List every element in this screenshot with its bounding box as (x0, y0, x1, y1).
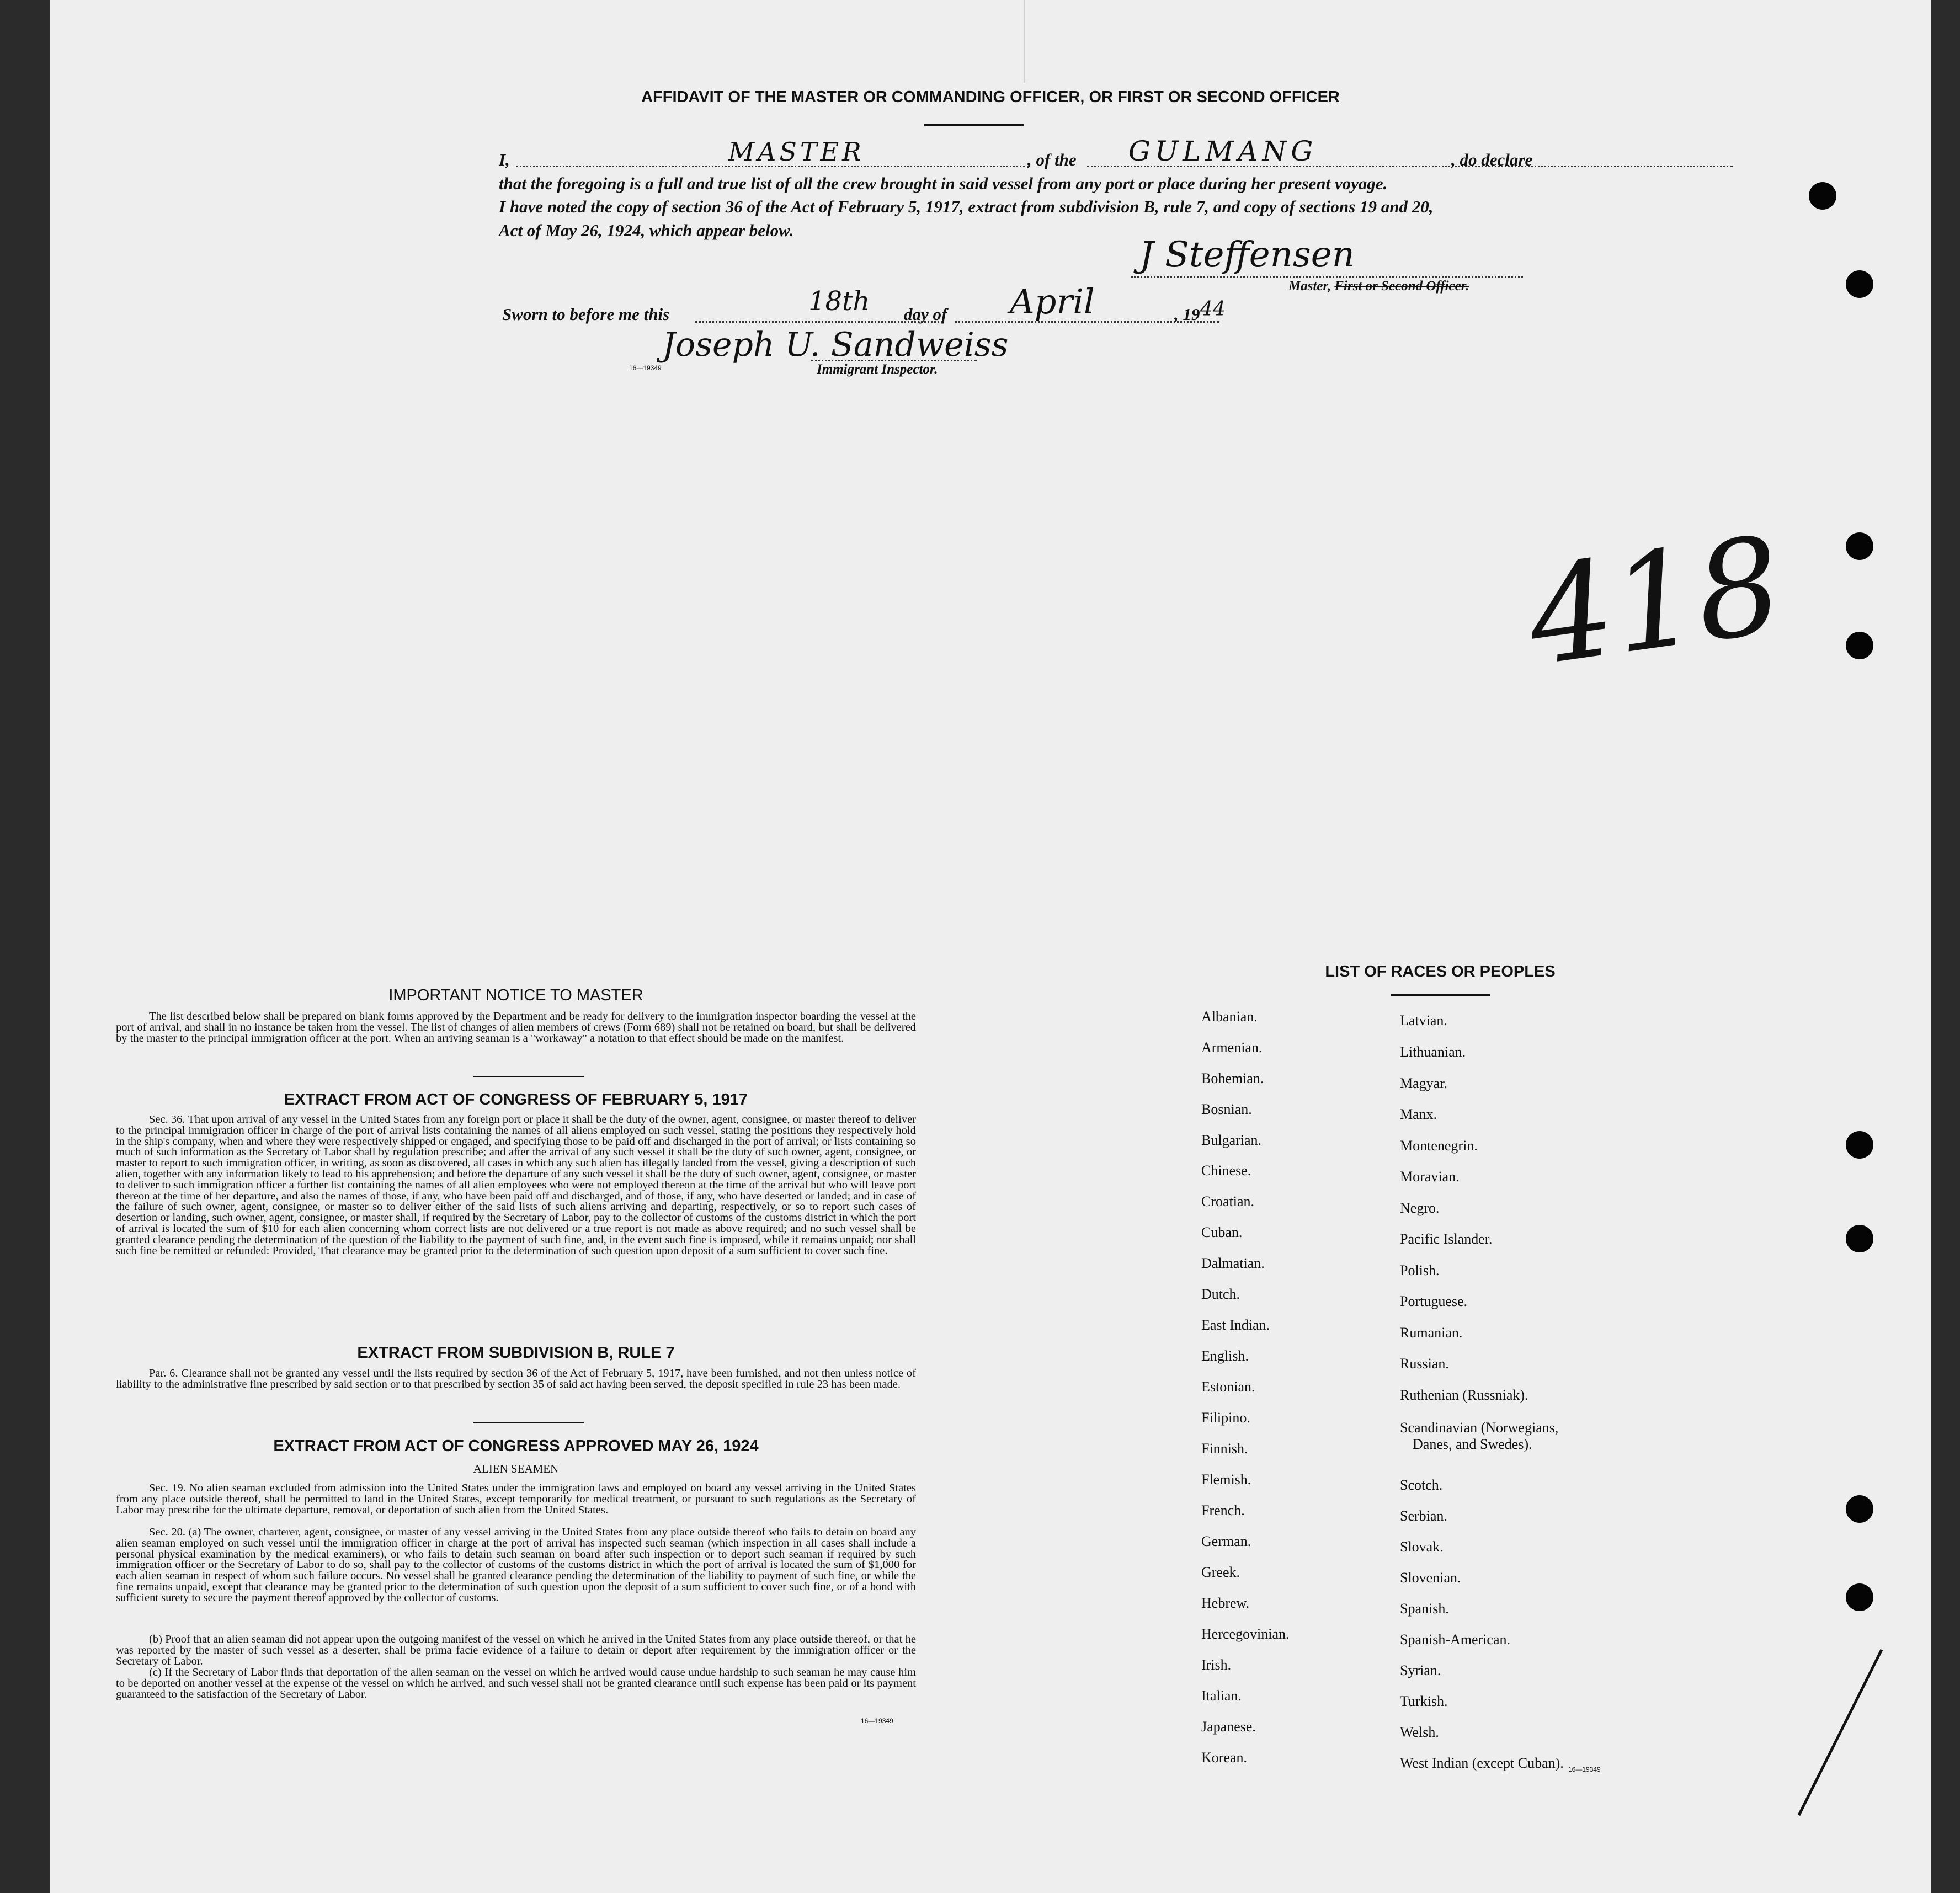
race-item: German. (1201, 1533, 1251, 1549)
races-form-number: 16—19349 (1568, 1766, 1601, 1773)
race-item: Scotch. (1400, 1477, 1443, 1493)
extract1-text: Sec. 36. That upon arrival of any vessel in the United States from any foreign port or place it shall be the duty of the owner, agent, consignee, or master thereof to deliver to the principal immigration officer in charge of the port of arrival lists containing the names of all aliens employed on such vessel, stating the positions they respectively hold in the ship's company, when and where they were respectively shipped or engaged, and specifying those to be paid off and discharged in the port of arrival; or lists containing so much of such information as the Secretary of Labor shall by regulation prescribe; and after the arrival of any such vessel it shall be the duty of such owner, agent, consignee, or master to report to such immigration officer, in writing, as soon as discovered, all cases in which any such alien has illegally landed from the vessel, giving a description of such alien, together with any information likely to lead to his apprehension; and before the departure of any such vessel it shall be the duty of such owner, agent, consignee, or master to deliver to such immigration officer a further list containing the names of all alien employees who were not employed thereon at the time of the arrival but who will leave port thereon at the time of her departure, and also the names of those, if any, who have been paid off and discharged, and of those, if any, who have deserted or landed; and in case of the failure of such owner, agent, consignee, or master so to deliver either of the said lists of such aliens arriving and departing, respectively, or so to report such cases of desertion or landing, such owner, agent, consignee, or master shall, if required by the Secretary of Labor, pay to the collector of customs of the customs district in which the port of arrival is located the sum of $10 for each alien concerning whom correct lists are not delivered or a true report is not made as above required; and no such vessel shall be granted clearance pending the determination of the question of the liability to the payment of such fine, and, in the event such fine is imposed, while it remains unpaid; nor shall such fine be remitted or refunded: Provided, That clearance may be granted prior to the determination of such question upon deposit of a sum sufficient to cover such fine. (116, 1113, 916, 1257)
punch-hole-3 (1846, 532, 1873, 560)
race-item: Portuguese. (1400, 1293, 1468, 1309)
race-item: Rumanian. (1400, 1325, 1463, 1341)
divider-2 (473, 1422, 584, 1423)
race-item: Estonian. (1201, 1379, 1255, 1395)
punch-hole-8 (1846, 1583, 1873, 1611)
race-item: Manx. (1400, 1106, 1437, 1122)
punch-hole-6 (1846, 1225, 1873, 1252)
race-item: Spanish. (1400, 1601, 1449, 1617)
races-title-underline (1391, 994, 1490, 996)
punch-hole-1 (1809, 182, 1836, 210)
race-item: Welsh. (1400, 1724, 1439, 1740)
master-caption-struck: First or Second Officer. (1334, 279, 1469, 294)
affidavit-form-number: 16—19349 (629, 364, 662, 372)
race-item: Chinese. (1201, 1163, 1251, 1179)
race-item: Russian. (1400, 1356, 1449, 1372)
master-caption-master: Master, (1288, 279, 1335, 294)
of-the-label: , of the (1027, 150, 1077, 169)
race-item: Turkish. (1400, 1693, 1448, 1709)
page-fold-line (1024, 0, 1025, 83)
signature-line (1131, 276, 1523, 278)
inspector-line (811, 360, 977, 361)
extract2-text: Par. 6. Clearance shall not be granted any vessel until the lists required by section 36 of the Act of February 5, 1917, have been furnished, and not then unless notice of liability to the administrative fine prescribed by said section or to that prescribed by section 35 of said act having been served, the deposit specified in rule 23 has been made. (116, 1367, 916, 1390)
punch-hole-5 (1846, 1131, 1873, 1159)
extract3-form-number: 16—19349 (861, 1717, 893, 1725)
race-item: Korean. (1201, 1750, 1248, 1766)
race-item: Latvian. (1400, 1012, 1447, 1028)
race-item: Croatian. (1201, 1193, 1255, 1209)
race-item: Negro. (1400, 1200, 1440, 1216)
race-item: Slovenian. (1400, 1570, 1461, 1586)
affidavit-line-3: I have noted the copy of section 36 of the Act of February 5, 1917, extract from subdivision B, rule 7, and copy of sections 19 and 20, (499, 197, 1434, 216)
races-title: LIST OF RACES OR PEOPLES (1325, 963, 1556, 980)
race-item: Hebrew. (1201, 1595, 1250, 1611)
race-item: Spanish-American. (1400, 1631, 1511, 1647)
race-item: Filipino. (1201, 1410, 1250, 1426)
notice-title: IMPORTANT NOTICE TO MASTER (388, 987, 643, 1004)
pencil-stroke (1788, 1644, 1898, 1821)
year-handwritten: 44 (1200, 298, 1226, 321)
i-label: I, (499, 150, 510, 169)
race-item: Finnish. (1201, 1441, 1248, 1457)
punch-hole-2 (1846, 270, 1873, 298)
affidavit-line-4: Act of May 26, 1924, which appear below. (499, 221, 794, 240)
race-item: Syrian. (1400, 1662, 1441, 1678)
master-signature: J Steffensen (1139, 234, 1355, 275)
document-page (50, 0, 1931, 1893)
inspector-signature: Joseph U. Sandweiss (662, 326, 1009, 364)
race-item: East Indian. (1201, 1317, 1270, 1333)
race-item: Cuban. (1201, 1224, 1243, 1240)
race-item: Slovak. (1400, 1539, 1444, 1555)
race-item: Montenegrin. (1400, 1138, 1478, 1154)
race-item: Italian. (1201, 1688, 1242, 1704)
divider-1 (473, 1076, 584, 1077)
race-item: Bohemian. (1201, 1070, 1264, 1086)
race-item: Moravian. (1400, 1169, 1460, 1185)
margin-handwritten-number: 418 (1519, 507, 1791, 696)
race-item: West Indian (except Cuban). (1400, 1755, 1564, 1771)
race-item: Lithuanian. (1400, 1044, 1466, 1060)
extract2-title: EXTRACT FROM SUBDIVISION B, RULE 7 (357, 1344, 675, 1362)
sec20b-text: (b) Proof that an alien seaman did not appear upon the outgoing manifest of the vessel on which he arrived in the United States from any place outside thereof, or that he was reported by the master of such vessel as a deserter, shall be prima facie evidence of a failure to detain or deport after requirement by the immigration officer or the Secretary of Labor. (116, 1633, 916, 1667)
race-item: Pacific Islander. (1400, 1231, 1493, 1247)
notice-text: The list described below shall be prepared on blank forms approved by the Department and be ready for delivery to the immigration inspector boarding the vessel at the port of arrival, and shall in no instance be taken from the vessel. The list of changes of alien members of crews (Form 689) shall not be retained on board, but shall be delivered by the master to the principal immigration officer at the port. When an arriving seaman is a "workaway" a notation to that effect should be made on the manifest. (116, 1010, 916, 1044)
race-item: Scandinavian (Norwegians, (1400, 1420, 1559, 1436)
punch-hole-4 (1846, 632, 1873, 659)
day-of-label: day of (904, 305, 947, 324)
race-item: Magyar. (1400, 1075, 1447, 1091)
sec20a-text: Sec. 20. (a) The owner, charterer, agent, consignee, or master of any vessel arriving in the United States from any place outside thereof who fails to detain on board any alien seaman employed on such vessel until the immigration officer in charge at the port of arrival has inspected such seaman (which inspection in all cases shall include a personal physical examination by the medical examiners), or who fails to detain such seaman on board after such inspection or to deport such seaman if required by such immigration officer or the Secretary of Labor to do so, shall pay to the collector of customs of the customs district in which the port of arrival is located the sum of $1,000 for each alien seaman in respect of whom such failure occurs. No vessel shall be granted clearance pending the determination of the liability to payment of such fine, or while the fine remains unpaid, except that clearance may be granted prior to the determination of such question upon the deposit of a sum sufficient to cover such fine, or of a bond with sufficient surety to secure the payment thereof approved by the collector of customs. (116, 1526, 916, 1604)
vessel-handwritten: GULMANG (1128, 135, 1318, 167)
title-underline (924, 124, 1024, 126)
do-declare-label: , do declare (1451, 150, 1533, 169)
race-item: Japanese. (1201, 1719, 1256, 1735)
race-item: Dalmatian. (1201, 1255, 1265, 1271)
race-item: Bosnian. (1201, 1101, 1252, 1117)
month-handwritten: April (1010, 281, 1095, 322)
race-item: Polish. (1400, 1262, 1440, 1278)
race-item: Albanian. (1201, 1009, 1258, 1025)
extract3-title: EXTRACT FROM ACT OF CONGRESS APPROVED MAY 26, 1924 (273, 1437, 759, 1455)
sec20c-text: (c) If the Secretary of Labor finds that deportation of the alien seaman on the vessel on which he arrived would cause undue hardship to such seaman he may cause him to be deported on another vessel at the expense of the vessel on which he arrived, and such vessel shall not be granted clearance until such expense has been paid or its payment guaranteed to the satisfaction of the Secretary of Labor. (116, 1666, 916, 1700)
extract1-title: EXTRACT FROM ACT OF CONGRESS OF FEBRUARY 5, 1917 (284, 1091, 748, 1108)
punch-hole-7 (1846, 1495, 1873, 1523)
race-item: Dutch. (1201, 1286, 1240, 1302)
race-item: Bulgarian. (1201, 1132, 1262, 1148)
race-item: French. (1201, 1502, 1245, 1518)
inspector-caption: Immigrant Inspector. (817, 362, 938, 377)
race-item: Danes, and Swedes). (1413, 1436, 1532, 1452)
race-item: Ruthenian (Russniak). (1400, 1387, 1528, 1403)
sworn-label: Sworn to before me this (502, 305, 670, 324)
race-item: English. (1201, 1348, 1249, 1364)
race-item: Irish. (1201, 1657, 1232, 1673)
race-item: Greek. (1201, 1564, 1240, 1580)
year-prefix: , 19 (1174, 305, 1200, 324)
race-item: Flemish. (1201, 1471, 1251, 1487)
race-item: Serbian. (1400, 1508, 1447, 1524)
sec19-text: Sec. 19. No alien seaman excluded from admission into the United States under the immigration laws and employed on board any vessel arriving in the United States from any place outside thereof, shall be permitted to land in the United States, except temporarily for medical treatment, or pursuant to such regulations as the Secretary of Labor may prescribe for the ultimate departure, removal, or deportation of such alien from the United States. (116, 1482, 916, 1516)
day-handwritten: 18th (808, 286, 870, 317)
extract3-subtitle: ALIEN SEAMEN (473, 1462, 559, 1475)
master-caption (1288, 279, 1469, 294)
name-handwritten: MASTER (728, 137, 865, 167)
race-item: Hercegovinian. (1201, 1626, 1290, 1642)
race-item: Armenian. (1201, 1039, 1263, 1055)
affidavit-title: AFFIDAVIT OF THE MASTER OR COMMANDING OFFICER, OR FIRST OR SECOND OFFICER (641, 88, 1340, 106)
affidavit-line-2: that the foregoing is a full and true list of all the crew brought in said vessel from any port or place during her present voyage. (499, 174, 1388, 193)
